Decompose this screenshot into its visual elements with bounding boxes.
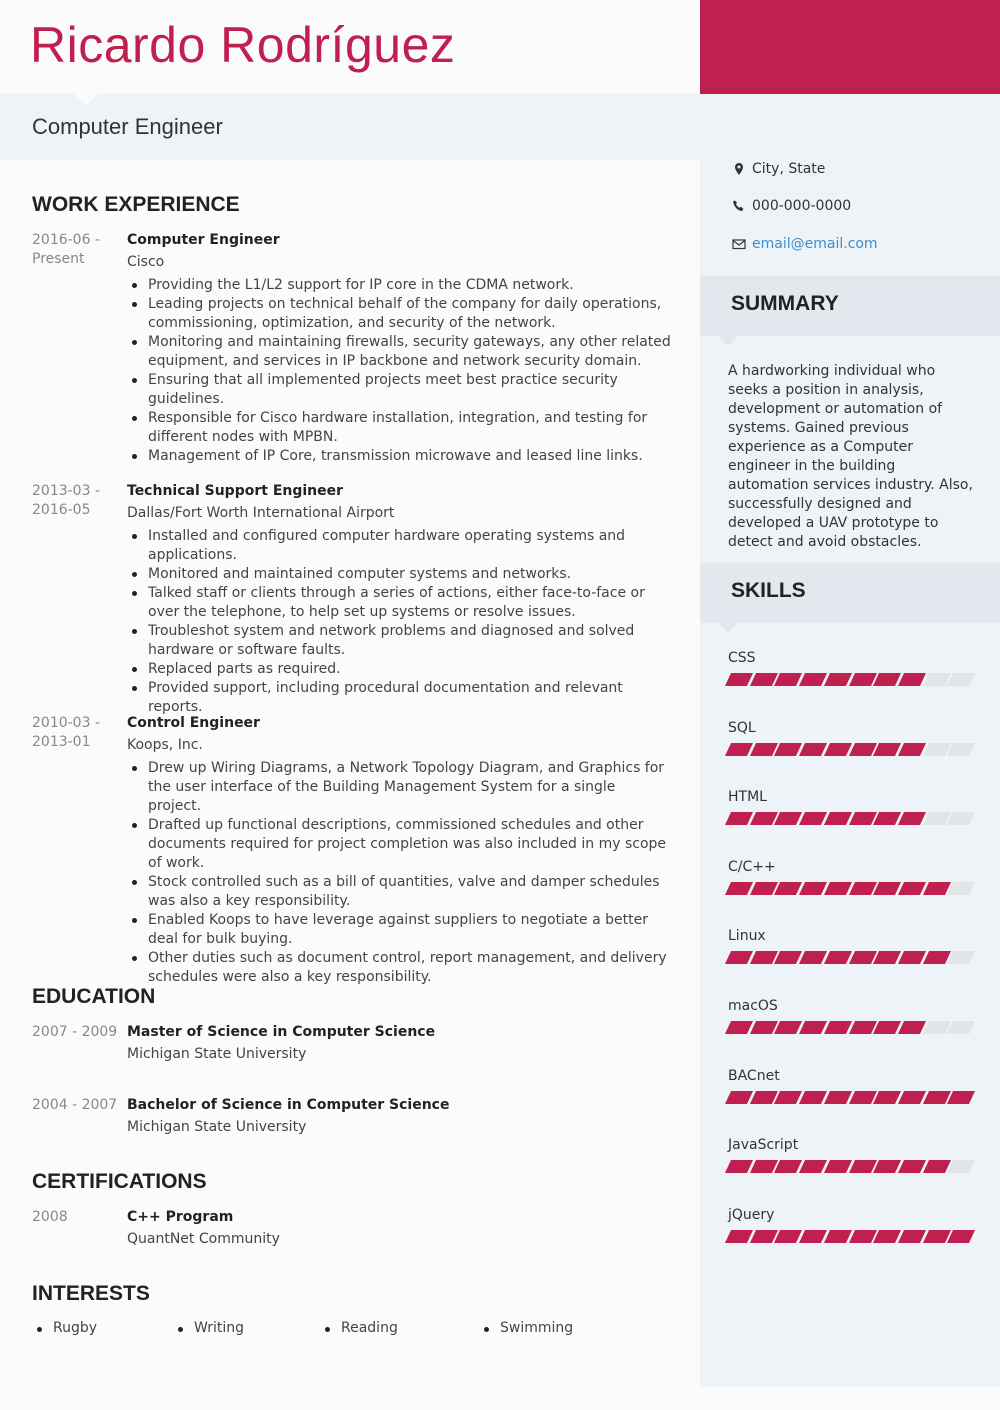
skill-level-segment	[898, 743, 926, 756]
skill-item	[728, 789, 972, 825]
work-body	[127, 714, 672, 987]
skill-level-segment	[848, 951, 876, 964]
skill-level-segment	[750, 1091, 778, 1104]
envelope-icon	[732, 237, 746, 251]
skill-level-segment	[824, 1091, 852, 1104]
skill-level-bar	[728, 743, 972, 756]
skill-level-segment	[725, 1160, 753, 1173]
interest-item: Reading	[321, 1320, 398, 1336]
skill-level-bar	[728, 1021, 972, 1034]
skill-name: CSS	[728, 650, 756, 666]
summary-text: A hardworking individual who seeks a position in analysis, development or automation of systems. Gained previous experience as a Computer engineer in the building automation services industry. Also, successfully designed and developed a UAV prototype to detect and avoid obstacles.	[728, 363, 973, 550]
skill-name: JavaScript	[728, 1137, 799, 1153]
skill-level-segment	[824, 812, 852, 825]
work-body	[127, 482, 672, 717]
work-date	[32, 231, 122, 269]
contact-phone	[732, 198, 851, 214]
skill-level-bar	[728, 1160, 972, 1173]
skill-level-segment	[923, 1091, 951, 1104]
contact-location	[732, 161, 825, 177]
skill-level-segment	[947, 1091, 975, 1104]
skill-level-segment	[725, 673, 753, 686]
title-notch	[74, 94, 98, 106]
skill-level-segment	[848, 673, 876, 686]
certifications-heading: CERTIFICATIONS	[32, 1170, 207, 1193]
list-item: Ensuring that all implemented projects meet best practice security guidelines.	[127, 371, 672, 409]
skill-name: jQuery	[728, 1207, 775, 1223]
list-item: Responsible for Cisco hardware installation, integration, and testing for different nodes with MPBN.	[127, 409, 672, 447]
list-item: Monitored and maintained computer systems and networks.	[127, 565, 672, 584]
work-date-end: Present	[32, 251, 85, 267]
skill-level-segment	[947, 743, 975, 756]
skill-level-bar	[728, 1230, 972, 1243]
interest-item: Swimming	[480, 1320, 573, 1336]
list-item: Talked staff or clients through a series of actions, either face-to-face or over the telephone, to help set up systems or resolve issues.	[127, 584, 672, 622]
work-date-start: 2016-06 -	[32, 232, 100, 248]
skill-name: HTML	[728, 789, 767, 805]
skill-level-segment	[750, 673, 778, 686]
skill-level-segment	[873, 1021, 901, 1034]
work-body	[127, 231, 672, 466]
skill-level-segment	[947, 812, 975, 825]
skill-level-segment	[923, 743, 951, 756]
skill-level-segment	[898, 1160, 926, 1173]
skill-level-segment	[774, 1091, 802, 1104]
skill-level-segment	[923, 812, 951, 825]
skill-level-segment	[774, 743, 802, 756]
summary-heading-band	[700, 276, 1000, 336]
skill-level-segment	[848, 1160, 876, 1173]
skill-level-segment	[750, 1160, 778, 1173]
email-link[interactable]: email@email.com	[752, 236, 878, 252]
work-bullets	[127, 527, 672, 717]
work-org: Koops, Inc.	[127, 737, 203, 753]
skill-level-segment	[824, 1230, 852, 1243]
skill-level-bar	[728, 1091, 972, 1104]
work-role: Technical Support Engineer	[127, 483, 344, 499]
skill-level-segment	[873, 812, 901, 825]
certification-body	[127, 1208, 672, 1249]
contact-email[interactable]	[732, 236, 878, 252]
skill-level-segment	[923, 951, 951, 964]
skill-level-segment	[873, 743, 901, 756]
list-item: Enabled Koops to have leverage against suppliers to negotiate a better deal for bulk buying.	[127, 911, 672, 949]
skill-level-bar	[728, 882, 972, 895]
list-item: Replaced parts as required.	[127, 660, 672, 679]
header-accent-block	[700, 0, 1000, 94]
phone-icon	[732, 199, 746, 213]
skill-level-segment	[848, 743, 876, 756]
skill-level-segment	[725, 812, 753, 825]
candidate-name: Ricardo Rodríguez	[30, 17, 456, 73]
skill-level-segment	[750, 1021, 778, 1034]
education-date: 2004 - 2007	[32, 1097, 118, 1113]
skill-level-segment	[799, 743, 827, 756]
skill-level-segment	[873, 882, 901, 895]
skills-notch	[718, 623, 738, 633]
location-text: City, State	[752, 161, 826, 177]
skill-level-segment	[898, 1091, 926, 1104]
skill-level-segment	[923, 1230, 951, 1243]
skill-level-segment	[923, 1160, 951, 1173]
work-bullets	[127, 759, 672, 987]
skill-level-segment	[750, 882, 778, 895]
skill-level-segment	[799, 1091, 827, 1104]
skill-level-segment	[873, 673, 901, 686]
skill-level-bar	[728, 673, 972, 686]
skill-name: SQL	[728, 720, 756, 736]
skill-level-segment	[750, 1230, 778, 1243]
skill-level-segment	[774, 1160, 802, 1173]
skill-level-segment	[824, 1160, 852, 1173]
skill-level-segment	[873, 1091, 901, 1104]
skill-level-segment	[774, 882, 802, 895]
interest-item: Writing	[174, 1320, 244, 1336]
skill-level-segment	[947, 1230, 975, 1243]
skill-level-segment	[923, 673, 951, 686]
education-degree: Master of Science in Computer Science	[127, 1024, 436, 1040]
list-item: Drew up Wiring Diagrams, a Network Topology Diagram, and Graphics for the user interface of the Building Management System for a single project.	[127, 759, 672, 816]
skill-level-segment	[774, 673, 802, 686]
skill-level-segment	[725, 743, 753, 756]
skill-item	[728, 720, 972, 756]
list-item: Stock controlled such as a bill of quantities, valve and damper schedules was also a key responsibility.	[127, 873, 672, 911]
skill-level-segment	[799, 1021, 827, 1034]
skill-level-bar	[728, 951, 972, 964]
skill-item	[728, 1137, 972, 1173]
education-degree: Bachelor of Science in Computer Science	[127, 1097, 450, 1113]
skill-level-segment	[898, 1021, 926, 1034]
skill-level-segment	[824, 673, 852, 686]
skill-level-segment	[750, 743, 778, 756]
certification-date: 2008	[32, 1209, 68, 1225]
skill-level-segment	[799, 951, 827, 964]
skill-level-segment	[923, 1021, 951, 1034]
skill-name: macOS	[728, 998, 778, 1014]
education-school: Michigan State University	[127, 1046, 307, 1062]
list-item: Drafted up functional descriptions, commissioned schedules and other documents required for project completion was also included in my scope of work.	[127, 816, 672, 873]
education-body	[127, 1023, 672, 1064]
skill-level-segment	[725, 882, 753, 895]
skill-item	[728, 928, 972, 964]
interests-heading: INTERESTS	[32, 1282, 150, 1305]
work-date	[32, 482, 122, 520]
list-item: Management of IP Core, transmission microwave and leased line links.	[127, 447, 672, 466]
list-item: Troubleshot system and network problems and diagnosed and solved hardware or software faults.	[127, 622, 672, 660]
skill-level-segment	[799, 673, 827, 686]
skill-level-segment	[898, 673, 926, 686]
skill-name: Linux	[728, 928, 766, 944]
skill-level-segment	[725, 1021, 753, 1034]
list-item: Provided support, including procedural documentation and relevant reports.	[127, 679, 672, 717]
skill-level-segment	[848, 1091, 876, 1104]
certification-name: C++ Program	[127, 1209, 234, 1225]
summary-notch	[718, 336, 738, 346]
list-item: Leading projects on technical behalf of the company for daily operations, commissioning, optimization, and security of the network.	[127, 295, 672, 333]
skill-level-segment	[848, 882, 876, 895]
skill-item	[728, 859, 972, 895]
work-bullets	[127, 276, 672, 466]
work-date-start: 2010-03 -	[32, 715, 100, 731]
skill-level-segment	[848, 1230, 876, 1243]
education-body	[127, 1096, 672, 1137]
certification-issuer: QuantNet Community	[127, 1231, 280, 1247]
skills-heading-band	[700, 563, 1000, 623]
work-org: Dallas/Fort Worth International Airport	[127, 505, 395, 521]
list-item: Other duties such as document control, report management, and delivery schedules were also a key responsibility.	[127, 949, 672, 987]
skill-level-segment	[799, 812, 827, 825]
skill-level-segment	[774, 1230, 802, 1243]
location-pin-icon	[732, 162, 746, 176]
skill-level-segment	[873, 1160, 901, 1173]
skill-level-segment	[947, 882, 975, 895]
skill-level-segment	[725, 1091, 753, 1104]
summary-heading: SUMMARY	[731, 292, 839, 315]
skill-level-segment	[873, 951, 901, 964]
list-item: Installed and configured computer hardware operating systems and applications.	[127, 527, 672, 565]
skill-level-segment	[947, 951, 975, 964]
skill-level-segment	[725, 951, 753, 964]
skill-level-segment	[774, 812, 802, 825]
skill-level-segment	[848, 812, 876, 825]
skill-level-segment	[898, 882, 926, 895]
phone-text: 000-000-0000	[752, 198, 852, 214]
skill-level-segment	[947, 1160, 975, 1173]
work-org: Cisco	[127, 254, 165, 270]
work-date	[32, 714, 122, 752]
interest-item: Rugby	[33, 1320, 97, 1336]
skill-level-segment	[898, 951, 926, 964]
education-heading: EDUCATION	[32, 985, 156, 1008]
skill-item	[728, 650, 972, 686]
skill-level-segment	[799, 1230, 827, 1243]
skill-level-segment	[824, 1021, 852, 1034]
education-date: 2007 - 2009	[32, 1024, 118, 1040]
list-item: Monitoring and maintaining firewalls, security gateways, any other related equipment, and services in IP backbone and network security domain.	[127, 333, 672, 371]
skill-item	[728, 1207, 972, 1243]
skill-item	[728, 1068, 972, 1104]
skill-level-segment	[923, 882, 951, 895]
work-role: Control Engineer	[127, 715, 260, 731]
list-item: Providing the L1/L2 support for IP core in the CDMA network.	[127, 276, 672, 295]
skill-name: C/C++	[728, 859, 776, 875]
skill-level-segment	[799, 1160, 827, 1173]
work-experience-heading: WORK EXPERIENCE	[32, 193, 240, 216]
skill-level-segment	[947, 1021, 975, 1034]
skill-level-segment	[848, 1021, 876, 1034]
job-title: Computer Engineer	[32, 114, 223, 139]
skill-level-bar	[728, 812, 972, 825]
skill-level-segment	[947, 673, 975, 686]
skill-level-segment	[774, 951, 802, 964]
skill-level-segment	[824, 951, 852, 964]
skill-level-segment	[750, 812, 778, 825]
skill-level-segment	[898, 1230, 926, 1243]
skill-level-segment	[750, 951, 778, 964]
education-school: Michigan State University	[127, 1119, 307, 1135]
skill-level-segment	[898, 812, 926, 825]
skill-level-segment	[824, 743, 852, 756]
skill-level-segment	[824, 882, 852, 895]
skill-level-segment	[799, 882, 827, 895]
skill-level-segment	[774, 1021, 802, 1034]
work-date-start: 2013-03 -	[32, 483, 100, 499]
skill-level-segment	[873, 1230, 901, 1243]
work-date-end: 2016-05	[32, 502, 91, 518]
skill-name: BACnet	[728, 1068, 780, 1084]
skill-level-segment	[725, 1230, 753, 1243]
work-date-end: 2013-01	[32, 734, 91, 750]
skill-item	[728, 998, 972, 1034]
work-role: Computer Engineer	[127, 232, 280, 248]
skills-heading: SKILLS	[731, 579, 806, 602]
